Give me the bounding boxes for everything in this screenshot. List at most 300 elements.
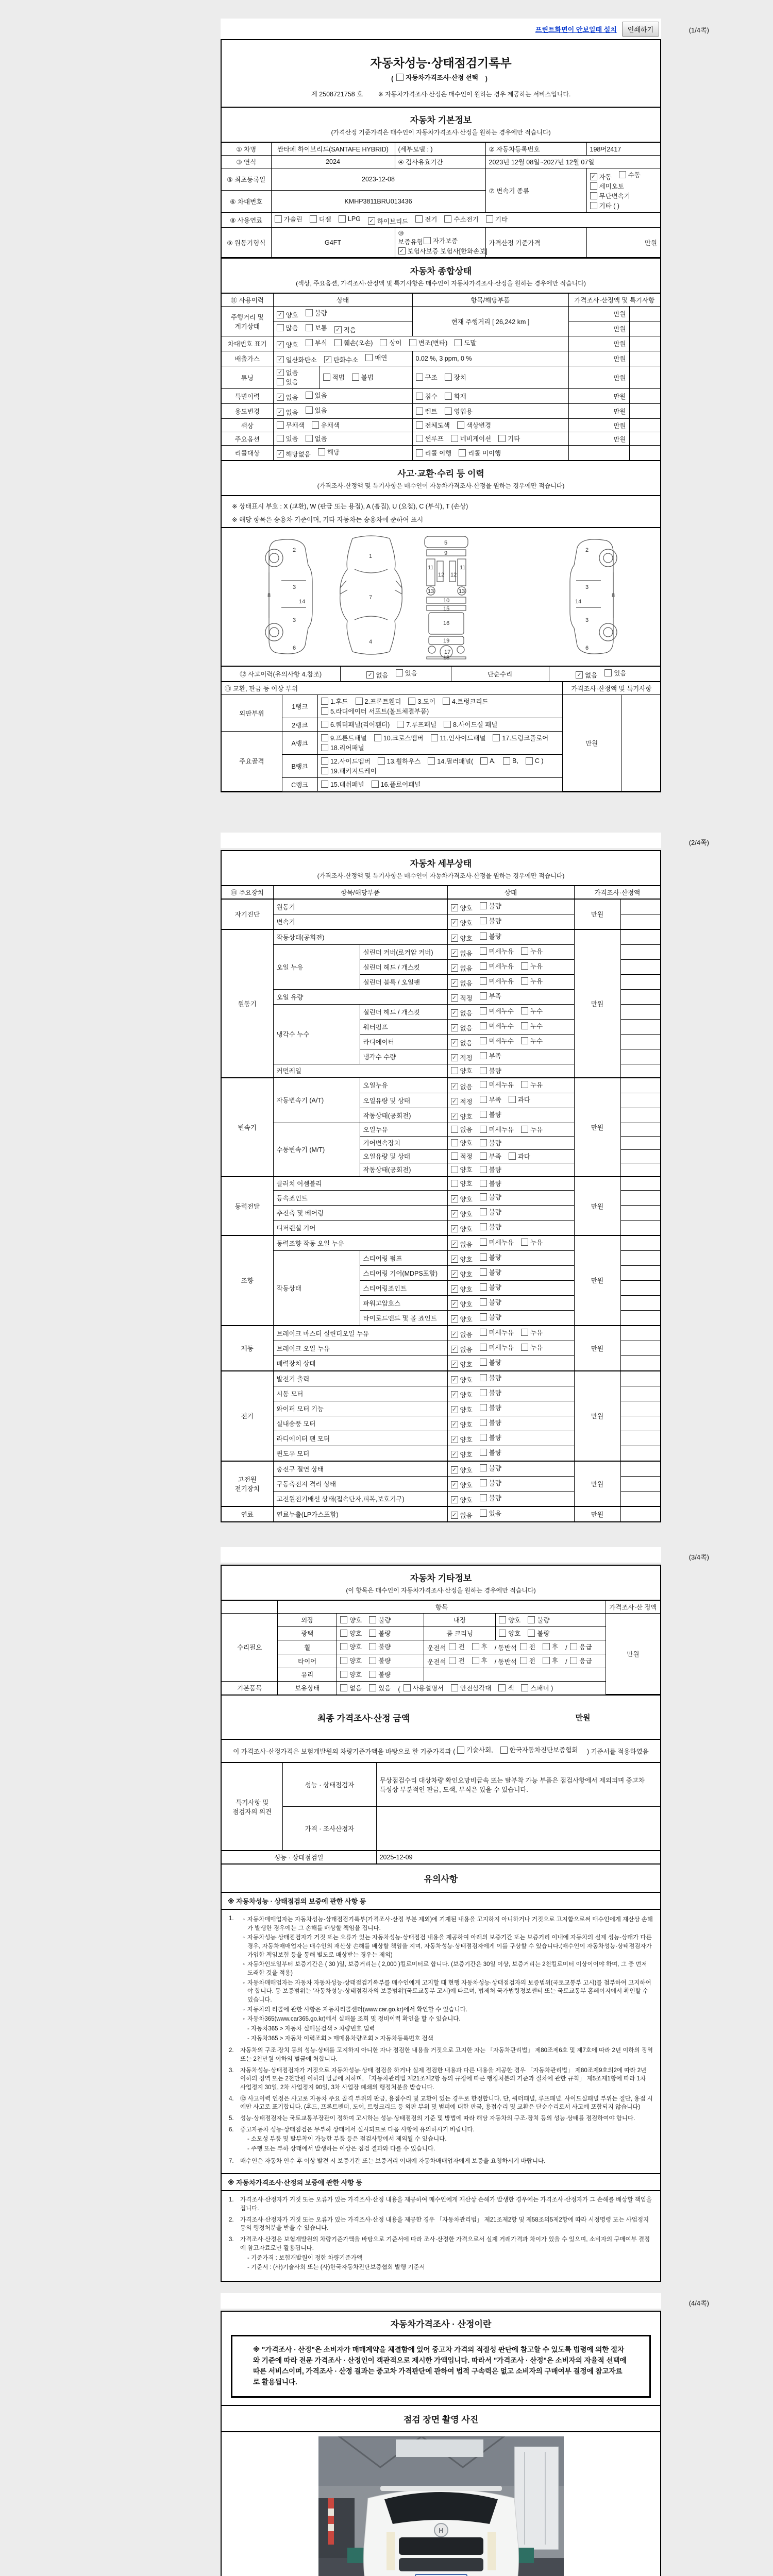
checkbox-option[interactable] [424, 236, 458, 245]
checkbox-option[interactable] [451, 1038, 473, 1047]
checkbox[interactable]: ✓ [451, 1210, 458, 1217]
checkbox-option[interactable] [480, 901, 501, 910]
checkbox-option[interactable] [480, 1192, 501, 1201]
checkbox[interactable]: ✓ [451, 1300, 458, 1308]
checkbox-option[interactable] [306, 308, 327, 317]
checkbox[interactable]: ✓ [451, 935, 458, 942]
checkbox-option[interactable] [449, 1656, 464, 1665]
checkbox[interactable] [480, 1344, 487, 1351]
checkbox-option[interactable] [340, 1670, 362, 1679]
checkbox[interactable]: ✓ [277, 369, 284, 376]
checkbox-option[interactable] [416, 420, 450, 430]
checkbox-option[interactable] [528, 1615, 549, 1624]
checkbox[interactable] [306, 339, 313, 346]
checkbox[interactable] [451, 1180, 458, 1187]
checkbox-option[interactable] [526, 757, 544, 765]
checkbox-option[interactable] [457, 1745, 493, 1755]
checkbox[interactable] [480, 1126, 487, 1133]
checkbox-option[interactable] [480, 757, 496, 765]
checkbox[interactable] [480, 962, 487, 970]
checkbox[interactable] [369, 1684, 376, 1691]
checkbox-option[interactable] [306, 338, 327, 347]
checkbox-option[interactable] [451, 1420, 473, 1429]
checkbox[interactable] [352, 374, 359, 381]
checkbox-option[interactable] [451, 948, 473, 958]
checkbox-option[interactable] [451, 1495, 473, 1504]
checkbox-option[interactable] [499, 1615, 520, 1624]
checkbox[interactable] [480, 1479, 487, 1486]
checkbox[interactable] [543, 1643, 550, 1650]
checkbox[interactable] [356, 698, 363, 705]
checkbox-option[interactable] [457, 420, 491, 430]
checkbox[interactable] [457, 1747, 464, 1754]
checkbox[interactable] [480, 1359, 487, 1366]
checkbox-option[interactable] [408, 697, 435, 706]
checkbox[interactable]: ✓ [451, 1113, 458, 1120]
checkbox[interactable] [396, 669, 403, 676]
checkbox-option[interactable] [521, 1006, 543, 1015]
checkbox-option[interactable] [451, 1255, 473, 1264]
checkbox-option[interactable] [451, 1209, 473, 1218]
checkbox-option[interactable] [451, 1683, 491, 1692]
checkbox[interactable]: ✓ [451, 1421, 458, 1428]
checkbox-option[interactable] [444, 720, 497, 729]
checkbox[interactable] [480, 1208, 487, 1215]
checkbox-option[interactable] [480, 1222, 501, 1231]
checkbox-option[interactable] [356, 697, 401, 706]
checkbox[interactable]: ✓ [451, 964, 458, 972]
checkbox[interactable] [459, 449, 466, 456]
checkbox[interactable] [318, 448, 325, 455]
checkbox[interactable] [444, 215, 451, 223]
checkbox[interactable] [480, 1374, 487, 1381]
checkbox[interactable]: ✓ [277, 394, 284, 401]
checkbox[interactable] [521, 1081, 528, 1088]
checkbox[interactable] [428, 757, 435, 765]
checkbox-option[interactable] [570, 1642, 592, 1651]
checkbox-option[interactable] [451, 993, 473, 1003]
checkbox-option[interactable] [321, 697, 348, 706]
checkbox[interactable] [449, 1657, 456, 1664]
checkbox-option[interactable] [340, 1656, 362, 1665]
checkbox-option[interactable] [416, 392, 438, 401]
checkbox[interactable] [321, 707, 328, 715]
checkbox[interactable] [277, 324, 284, 331]
checkbox[interactable] [604, 669, 612, 676]
checkbox[interactable] [397, 721, 404, 728]
checkbox[interactable] [445, 393, 452, 400]
checkbox-option[interactable] [306, 323, 327, 332]
checkbox[interactable]: ✓ [366, 671, 374, 679]
checkbox-option[interactable] [451, 1179, 473, 1188]
checkbox-option[interactable] [416, 434, 444, 443]
checkbox-option[interactable] [451, 1284, 473, 1294]
checkbox[interactable] [472, 1643, 479, 1650]
checkbox[interactable] [480, 1313, 487, 1320]
checkbox[interactable]: ✓ [451, 979, 458, 987]
checkbox[interactable] [590, 192, 597, 199]
checkbox-option[interactable] [590, 172, 612, 181]
checkbox[interactable] [480, 1022, 487, 1029]
checkbox[interactable] [498, 1684, 506, 1691]
checkbox-option[interactable] [445, 392, 466, 401]
checkbox-option[interactable] [451, 1360, 473, 1369]
checkbox-option[interactable] [339, 215, 361, 223]
checkbox[interactable] [321, 721, 328, 728]
checkbox[interactable] [480, 992, 487, 999]
checkbox[interactable] [480, 917, 487, 924]
checkbox-option[interactable] [498, 434, 520, 443]
checkbox-option[interactable] [415, 214, 437, 224]
checkbox-option[interactable] [277, 340, 298, 349]
checkbox[interactable]: ✓ [451, 950, 458, 957]
checkbox[interactable]: ✓ [451, 1361, 458, 1368]
checkbox-option[interactable] [451, 1097, 473, 1106]
checkbox[interactable] [451, 435, 458, 442]
checkbox[interactable] [275, 215, 282, 223]
checkbox[interactable] [365, 354, 373, 361]
checkbox[interactable] [480, 1329, 487, 1336]
checkbox[interactable] [340, 1630, 347, 1637]
checkbox[interactable] [480, 1111, 487, 1118]
checkbox-option[interactable] [321, 733, 367, 742]
checkbox[interactable] [409, 339, 416, 346]
checkbox[interactable] [499, 1616, 506, 1623]
checkbox-option[interactable] [451, 1330, 473, 1339]
checkbox[interactable] [480, 1052, 487, 1059]
checkbox-option[interactable] [480, 1151, 501, 1161]
checkbox-option[interactable] [521, 1125, 543, 1134]
checkbox[interactable] [444, 721, 451, 728]
checkbox-option[interactable] [498, 1683, 514, 1692]
checkbox-option[interactable] [451, 1269, 473, 1279]
checkbox[interactable] [480, 1434, 487, 1441]
checkbox-option[interactable] [451, 1465, 473, 1475]
checkbox-option[interactable] [451, 434, 491, 443]
checkbox[interactable] [480, 1096, 487, 1103]
checkbox-option[interactable] [451, 1435, 473, 1444]
checkbox[interactable] [480, 1389, 487, 1396]
checkbox[interactable] [619, 171, 626, 178]
checkbox-option[interactable] [480, 1403, 501, 1412]
checkbox[interactable] [480, 1419, 487, 1426]
checkbox-option[interactable] [397, 720, 436, 729]
checkbox[interactable] [424, 237, 431, 244]
checkbox[interactable] [416, 374, 423, 381]
checkbox[interactable]: ✓ [451, 1406, 458, 1413]
checkbox[interactable] [480, 1180, 487, 1187]
checkbox-option[interactable] [451, 1151, 473, 1161]
checkbox[interactable]: ✓ [451, 919, 458, 926]
checkbox-option[interactable] [306, 405, 327, 415]
checkbox[interactable] [480, 977, 487, 985]
checkbox-option[interactable] [521, 1080, 543, 1089]
checkbox[interactable] [334, 339, 342, 346]
checkbox-option[interactable] [366, 670, 388, 680]
checkbox[interactable]: ✓ [451, 1466, 458, 1473]
checkbox-option[interactable] [312, 420, 340, 430]
checkbox[interactable] [498, 435, 506, 442]
checkbox-option[interactable] [277, 434, 298, 443]
checkbox[interactable] [499, 1630, 506, 1637]
checkbox[interactable] [480, 1464, 487, 1471]
checkbox[interactable] [480, 1037, 487, 1044]
checkbox[interactable] [321, 744, 328, 751]
checkbox-option[interactable] [604, 668, 626, 677]
checkbox-option[interactable] [480, 1388, 501, 1397]
checkbox[interactable] [480, 1268, 487, 1276]
checkbox[interactable] [312, 421, 319, 429]
checkbox[interactable] [480, 1153, 487, 1160]
checkbox[interactable]: ✓ [451, 1039, 458, 1046]
checkbox-option[interactable] [451, 1053, 473, 1062]
checkbox-option[interactable] [324, 355, 358, 364]
checkbox[interactable]: ✓ [451, 994, 458, 1002]
checkbox-option[interactable] [521, 1343, 543, 1352]
checkbox-option[interactable] [521, 1036, 543, 1045]
checkbox[interactable] [416, 393, 423, 400]
checkbox[interactable]: ✓ [451, 1436, 458, 1443]
checkbox-option[interactable] [499, 1629, 520, 1638]
checkbox[interactable] [521, 1344, 528, 1351]
checkbox[interactable] [451, 1067, 458, 1074]
checkbox[interactable]: ✓ [451, 1256, 458, 1263]
checkbox-option[interactable] [480, 961, 514, 971]
checkbox[interactable]: ✓ [451, 1225, 458, 1232]
checkbox[interactable] [486, 215, 493, 223]
checkbox-option[interactable] [451, 1240, 473, 1249]
checkbox[interactable]: ✓ [451, 1346, 458, 1353]
checkbox[interactable] [306, 435, 313, 442]
checkbox[interactable] [472, 1657, 479, 1664]
checkbox-option[interactable] [374, 733, 424, 742]
checkbox[interactable]: ✓ [451, 1451, 458, 1458]
checkbox-option[interactable] [480, 1358, 501, 1367]
checkbox-option[interactable] [480, 1493, 501, 1502]
checkbox[interactable] [369, 1671, 376, 1678]
checkbox[interactable]: ✓ [277, 356, 284, 363]
checkbox[interactable] [590, 202, 597, 209]
checkbox[interactable]: ✓ [451, 1024, 458, 1031]
checkbox-option[interactable] [396, 73, 478, 82]
checkbox-option[interactable] [451, 1023, 473, 1032]
checkbox-option[interactable] [321, 756, 371, 766]
checkbox[interactable] [480, 1166, 487, 1173]
checkbox-option[interactable] [451, 1066, 473, 1075]
checkbox[interactable]: ✓ [398, 247, 406, 255]
checkbox[interactable] [480, 1067, 487, 1074]
checkbox[interactable] [500, 1747, 508, 1754]
checkbox-option[interactable] [520, 1642, 535, 1651]
checkbox[interactable]: ✓ [334, 326, 342, 333]
checkbox[interactable] [480, 1494, 487, 1501]
checkbox[interactable] [521, 977, 528, 985]
checkbox-option[interactable] [340, 1615, 362, 1624]
checkbox-option[interactable] [380, 338, 401, 347]
checkbox[interactable]: ✓ [451, 1512, 458, 1519]
checkbox[interactable]: ✓ [590, 173, 597, 180]
checkbox[interactable] [404, 1684, 411, 1691]
checkbox-option[interactable] [275, 214, 303, 224]
checkbox-option[interactable] [451, 1314, 473, 1324]
checkbox-option[interactable] [451, 1345, 473, 1354]
checkbox[interactable] [378, 757, 385, 765]
checkbox[interactable] [526, 757, 533, 765]
checkbox-option[interactable] [451, 1390, 473, 1399]
checkbox-option[interactable] [416, 448, 452, 457]
checkbox-option[interactable] [416, 406, 438, 416]
checkbox-option[interactable] [480, 1207, 501, 1216]
checkbox-option[interactable] [480, 1509, 501, 1518]
checkbox[interactable] [277, 421, 284, 429]
checkbox-option[interactable] [396, 668, 417, 677]
checkbox[interactable]: ✓ [451, 1315, 458, 1323]
checkbox[interactable]: ✓ [451, 1241, 458, 1248]
checkbox-option[interactable] [480, 1066, 501, 1075]
checkbox-option[interactable] [398, 246, 488, 256]
checkbox-option[interactable] [451, 978, 473, 988]
checkbox[interactable] [480, 947, 487, 955]
checkbox[interactable] [590, 182, 597, 190]
checkbox-option[interactable] [451, 1480, 473, 1489]
checkbox[interactable] [570, 1657, 577, 1664]
checkbox[interactable] [374, 734, 381, 741]
checkbox[interactable]: ✓ [277, 450, 284, 457]
checkbox[interactable] [369, 1630, 376, 1637]
checkbox[interactable] [415, 215, 423, 223]
checkbox-option[interactable] [334, 338, 373, 347]
checkbox-option[interactable] [431, 733, 486, 742]
checkbox[interactable] [396, 74, 404, 81]
checkbox-option[interactable] [590, 181, 624, 191]
checkbox[interactable] [480, 933, 487, 940]
checkbox-option[interactable] [480, 1433, 501, 1442]
checkbox[interactable]: ✓ [451, 1098, 458, 1105]
checkbox[interactable] [416, 449, 423, 456]
checkbox[interactable] [340, 1684, 347, 1691]
checkbox[interactable] [340, 1657, 347, 1664]
checkbox[interactable]: ✓ [451, 1054, 458, 1061]
checkbox[interactable] [480, 1081, 487, 1088]
checkbox[interactable]: ✓ [324, 356, 331, 363]
checkbox[interactable]: ✓ [451, 1270, 458, 1278]
checkbox-option[interactable] [451, 934, 473, 943]
checkbox[interactable] [277, 435, 284, 442]
checkbox[interactable]: ✓ [277, 409, 284, 416]
checkbox-option[interactable] [480, 991, 501, 1001]
checkbox[interactable] [339, 215, 346, 223]
checkbox-option[interactable] [459, 448, 501, 457]
checkbox-option[interactable] [451, 963, 473, 973]
checkbox-option[interactable] [486, 214, 508, 224]
checkbox[interactable] [277, 378, 284, 385]
checkbox-option[interactable] [480, 1125, 514, 1134]
checkbox-option[interactable] [503, 757, 518, 765]
checkbox[interactable]: ✓ [451, 1285, 458, 1293]
checkbox[interactable] [443, 698, 450, 705]
checkbox-option[interactable] [480, 1282, 501, 1292]
checkbox[interactable] [323, 374, 330, 381]
checkbox-option[interactable] [277, 377, 298, 386]
checkbox-option[interactable] [521, 946, 543, 956]
checkbox-option[interactable] [409, 338, 448, 347]
checkbox[interactable] [445, 408, 452, 415]
checkbox-option[interactable] [449, 1642, 464, 1651]
checkbox-option[interactable] [378, 756, 421, 766]
checkbox[interactable] [431, 734, 438, 741]
checkbox-option[interactable] [451, 1138, 473, 1147]
checkbox[interactable] [408, 698, 415, 705]
checkbox-option[interactable] [472, 1642, 488, 1651]
checkbox-option[interactable] [509, 1095, 530, 1104]
checkbox[interactable] [416, 421, 423, 429]
checkbox-option[interactable] [321, 743, 364, 752]
checkbox-option[interactable] [443, 697, 489, 706]
checkbox[interactable] [306, 324, 313, 331]
checkbox[interactable]: ✓ [451, 1481, 458, 1488]
checkbox-option[interactable] [451, 903, 473, 912]
checkbox-option[interactable] [451, 1224, 473, 1233]
checkbox[interactable]: ✓ [451, 1331, 458, 1338]
checkbox-option[interactable] [306, 391, 327, 400]
checkbox[interactable] [543, 1657, 550, 1664]
checkbox[interactable] [380, 339, 387, 346]
checkbox-option[interactable] [480, 1138, 501, 1147]
checkbox-option[interactable] [321, 720, 390, 729]
checkbox-option[interactable] [455, 338, 476, 347]
checkbox-option[interactable] [521, 1238, 543, 1247]
checkbox[interactable] [528, 1616, 535, 1623]
checkbox-option[interactable] [451, 1299, 473, 1309]
checkbox[interactable] [480, 1404, 487, 1411]
checkbox[interactable] [521, 1329, 528, 1336]
checkbox-option[interactable] [480, 1312, 501, 1321]
checkbox[interactable] [372, 781, 379, 788]
checkbox-option[interactable] [480, 946, 514, 956]
checkbox[interactable] [520, 1643, 527, 1650]
checkbox[interactable] [321, 698, 328, 705]
checkbox-option[interactable] [428, 756, 473, 766]
checkbox-option[interactable] [340, 1642, 362, 1651]
checkbox-option[interactable] [590, 191, 630, 200]
checkbox-option[interactable] [480, 1267, 501, 1277]
checkbox-option[interactable] [480, 1179, 501, 1188]
checkbox[interactable] [480, 1007, 487, 1014]
checkbox-option[interactable] [480, 1252, 501, 1262]
checkbox[interactable] [451, 1126, 458, 1133]
checkbox-option[interactable] [444, 214, 478, 224]
checkbox-option[interactable] [277, 368, 298, 377]
checkbox-option[interactable] [480, 1238, 514, 1247]
checkbox-option[interactable] [451, 1082, 473, 1091]
checkbox-option[interactable] [404, 1683, 444, 1692]
checkbox-option[interactable] [277, 449, 311, 459]
checkbox-option[interactable] [451, 1194, 473, 1204]
checkbox[interactable]: ✓ [368, 217, 375, 225]
checkbox[interactable]: ✓ [277, 311, 284, 318]
checkbox[interactable] [480, 1283, 487, 1291]
checkbox[interactable] [521, 1239, 528, 1246]
checkbox-option[interactable] [543, 1642, 558, 1651]
checkbox[interactable] [445, 374, 452, 381]
checkbox-option[interactable] [451, 1165, 473, 1174]
checkbox-option[interactable] [277, 393, 298, 402]
checkbox-option[interactable] [334, 325, 356, 334]
checkbox-option[interactable] [277, 323, 298, 332]
checkbox[interactable] [480, 1193, 487, 1200]
checkbox[interactable] [480, 1223, 487, 1230]
checkbox-option[interactable] [480, 1373, 501, 1382]
